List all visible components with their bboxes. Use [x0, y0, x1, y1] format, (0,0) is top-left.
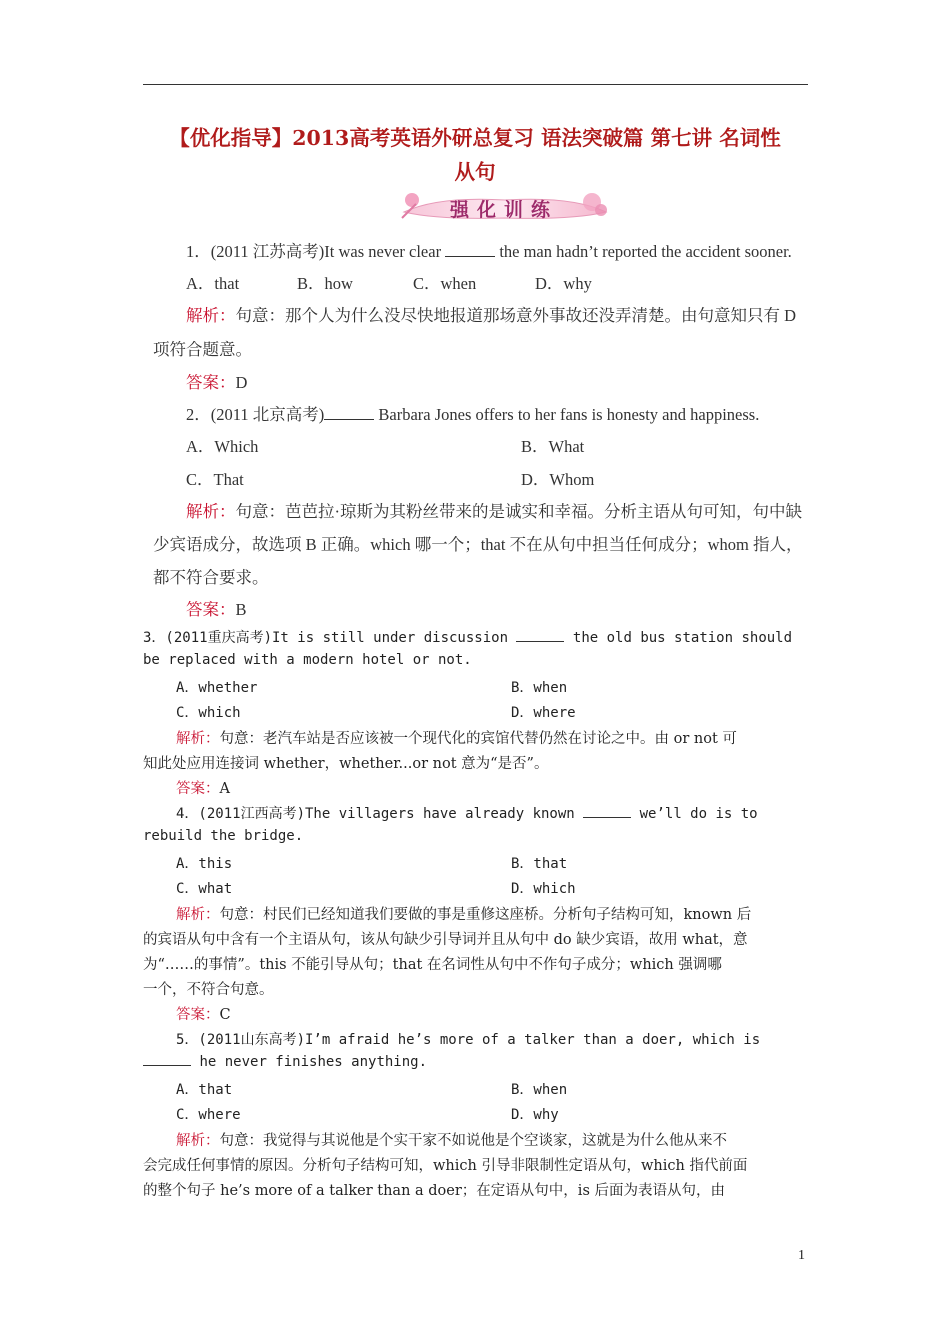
q3-explanation-text1: 句意：老汽车站是否应该被一个现代化的宾馆代替仍然在讨论之中。由 or not 可 [219, 731, 737, 747]
q4-option-a: A．this [176, 856, 233, 872]
q5-option-d: D．why [511, 1107, 559, 1123]
q1-stem [186, 238, 792, 262]
q2-stem-part2: Barbara Jones offers to her fans is honesty and happiness. [378, 405, 760, 424]
q3-option-d: D．where [511, 705, 576, 721]
q2-option-a: A．Which [186, 437, 259, 456]
q3-answer-label: 答案： [176, 781, 220, 797]
doc-title-line1: 【优化指导】2013高考英语外研总复习 语法突破篇 第七讲 名词性 [169, 126, 781, 150]
header-rule [143, 84, 808, 85]
q4-answer [176, 1003, 231, 1024]
q3-option-a: A．whether [176, 680, 258, 696]
q2-explanation-text1: 句意：芭芭拉·琼斯为其粉丝带来的是诚实和幸福。分析主语从句可知，句中缺 [235, 502, 802, 521]
doc-title-line2: 从句 [454, 160, 496, 184]
q3-stem-part2: the old bus station should [572, 630, 793, 646]
q4-explanation-label: 解析： [176, 907, 220, 923]
q3-stem-line2: be replaced with a modern hotel or not. [143, 652, 472, 668]
q2-option-c: C．That [186, 470, 244, 489]
q1-option-a: A．that [186, 274, 240, 293]
q5-stem-line2 [143, 1054, 427, 1070]
q2-option-b: B．What [521, 437, 585, 456]
q3-option-b: B．when [511, 680, 568, 696]
q4-stem-line2: rebuild the bridge. [143, 828, 304, 844]
q1-option-b: B．how [297, 274, 353, 293]
page-number: 1 [798, 1248, 805, 1263]
q3-answer [176, 777, 230, 798]
q1-stem-part1: 1．(2011 江苏高考)It was never clear [186, 242, 442, 261]
q5-explanation-label: 解析： [176, 1133, 220, 1149]
q1-explanation-label: 解析： [186, 306, 236, 325]
q1-answer-label: 答案： [186, 373, 236, 392]
q1-stem-part2: the man hadn’t reported the accident sooner. [499, 242, 792, 261]
q2-answer [186, 596, 247, 620]
q2-explanation-line3: 都不符合要求。 [153, 568, 269, 587]
q4-option-b: B．that [511, 856, 568, 872]
q2-explanation-line2: 少宾语成分，故选项 B 正确。which 哪一个；that 不在从句中担当任何成分；whom 指人， [153, 535, 803, 554]
q4-answer-value: C [219, 1007, 231, 1023]
q5-option-c: C．where [176, 1107, 241, 1123]
q4-explanation-line1 [176, 903, 751, 924]
q1-answer [186, 369, 247, 393]
q5-blank [143, 1065, 191, 1066]
q1-option-c: C．when [413, 274, 477, 293]
q3-explanation-line1 [176, 727, 737, 748]
q5-option-a: A．that [176, 1082, 233, 1098]
q3-answer-value: A [219, 781, 230, 797]
q3-option-c: C．which [176, 705, 241, 721]
q5-explanation-line1 [176, 1129, 727, 1150]
q5-explanation-line3: 的整个句子 he’s more of a talker than a doer；在定语从句中，is 后面为表语从句，由 [143, 1183, 725, 1199]
q2-explanation-line1 [186, 498, 802, 522]
banner-label: 强化训练 [450, 199, 559, 221]
q4-explanation-line3: 为“……的事情”。this 不能引导从句；that 在名词性从句中不作句子成分；which 强调哪 [143, 957, 722, 973]
q4-explanation-line4: 一个，不符合句意。 [143, 982, 274, 998]
q5-explanation-line2: 会完成任何事情的原因。分析句子结构可知，which 引导非限制性定语从句，which 指代前面 [143, 1158, 748, 1174]
q2-answer-label: 答案： [186, 600, 236, 619]
q2-answer-value: B [235, 600, 247, 619]
q4-answer-label: 答案： [176, 1007, 220, 1023]
q1-explanation-line2: 项符合题意。 [153, 340, 252, 359]
q4-stem-part2: we’ll do is to [639, 806, 758, 822]
q3-blank [516, 641, 564, 642]
q4-stem-line1 [176, 803, 758, 823]
q4-option-d: D．which [511, 881, 576, 897]
q4-explanation-text1: 句意：村民们已经知道我们要做的事是重修这座桥。分析句子结构可知，known 后 [219, 907, 752, 923]
q5-option-b: B．when [511, 1082, 568, 1098]
q4-blank [583, 817, 631, 818]
q3-stem-part1: 3．(2011重庆高考)It is still under discussion [143, 630, 509, 646]
section-banner [398, 190, 612, 224]
q3-stem-line1 [143, 627, 792, 647]
q4-stem-part1: 4．(2011江西高考)The villagers have already known [176, 806, 575, 822]
q1-blank [445, 256, 495, 257]
q5-explanation-text1: 句意：我觉得与其说他是个实干家不如说他是个空谈家，这就是为什么他从来不 [219, 1133, 727, 1149]
q5-stem-text: he never finishes anything. [199, 1054, 428, 1070]
q2-explanation-label: 解析： [186, 502, 236, 521]
q1-explanation-text1: 句意：那个人为什么没尽快地报道那场意外事故还没弄清楚。由句意知只有 D [235, 306, 797, 325]
q5-stem-line1: 5．(2011山东高考)I’m afraid he’s more of a talker than a doer, which is [176, 1032, 761, 1048]
q1-explanation-line1 [186, 302, 796, 326]
q1-option-d: D．why [535, 274, 592, 293]
q3-explanation-label: 解析： [176, 731, 220, 747]
q3-explanation-line2: 知此处应用连接词 whether，whether...or not 意为“是否”。 [143, 756, 549, 772]
q4-explanation-line2: 的宾语从句中含有一个主语从句，该从句缺少引导词并且从句中 do 缺少宾语，故用 what，意 [143, 932, 748, 948]
q2-stem [186, 401, 759, 425]
q2-stem-part1: 2．(2011 北京高考) [186, 405, 325, 424]
q1-answer-value: D [235, 373, 248, 392]
q2-blank [324, 419, 374, 420]
q4-option-c: C．what [176, 881, 233, 897]
q2-option-d: D．Whom [521, 470, 595, 489]
